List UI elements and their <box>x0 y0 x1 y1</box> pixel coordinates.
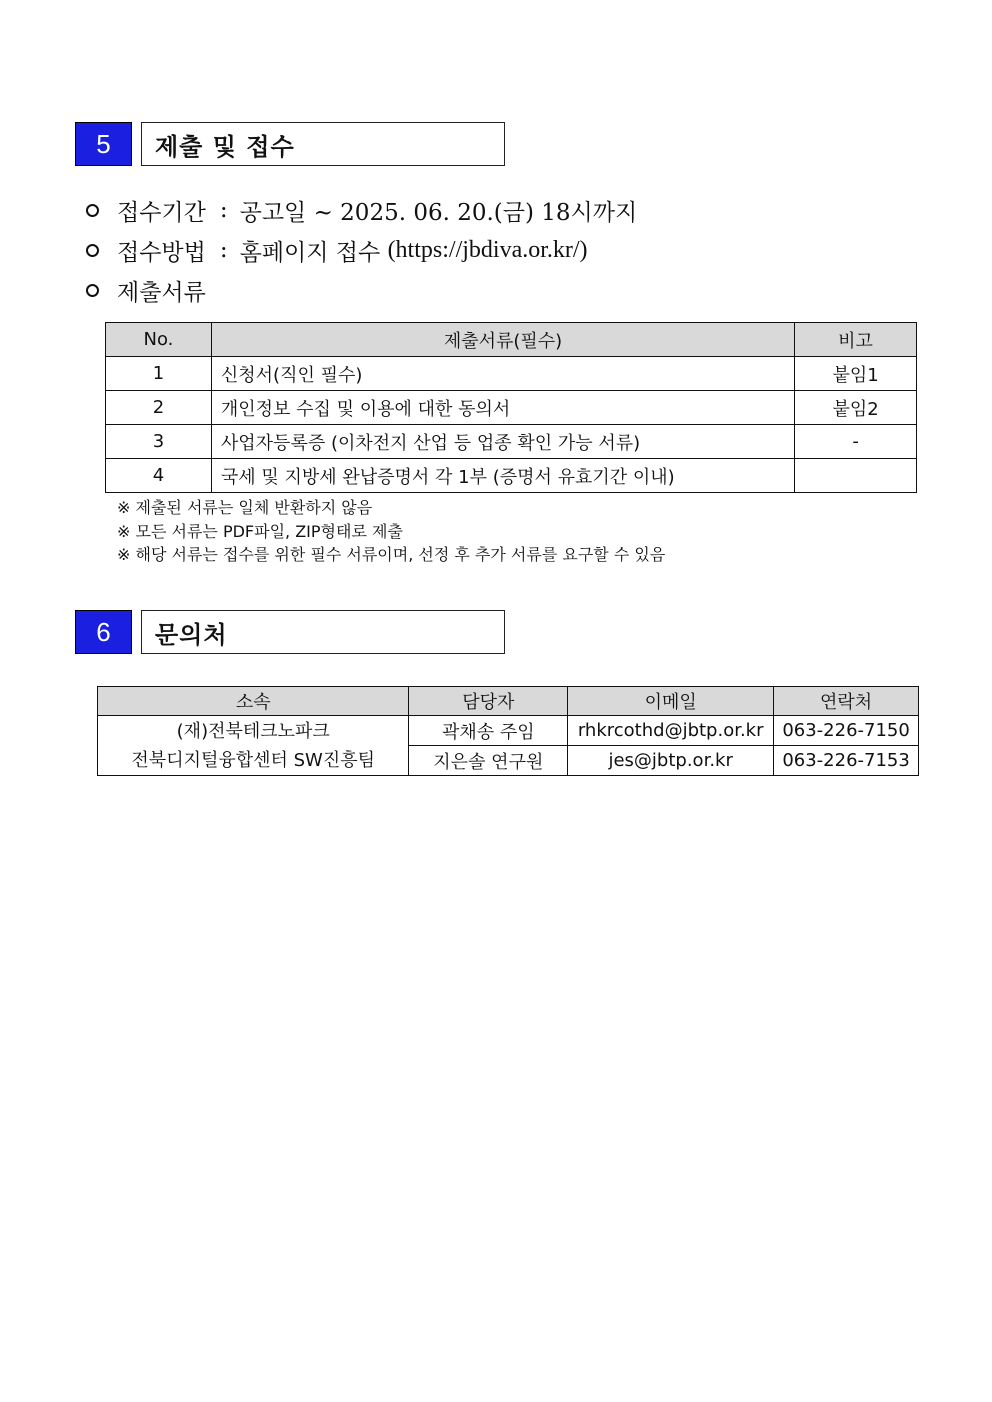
table-row <box>106 459 917 493</box>
note-line: ※ 제출된 서류는 일체 반환하지 않음 <box>117 498 373 517</box>
section-5-header <box>75 122 505 166</box>
cell-note <box>795 459 917 493</box>
table-header-row <box>106 323 917 357</box>
org-team: 전북디지털융합센터 SW진흥팀 <box>131 749 376 771</box>
note-line: ※ 해당 서류는 접수를 위한 필수 서류이며, 선정 후 추가 서류를 요구할 수 있음 <box>117 545 666 564</box>
cell-doc: 사업자등록증 (이차전지 산업 등 업종 확인 가능 서류) <box>211 425 794 459</box>
header-person: 담당자 <box>409 687 568 716</box>
cell-phone: 063-226-7150 <box>774 716 919 746</box>
header-email: 이메일 <box>568 687 774 716</box>
table-row <box>98 716 919 746</box>
header-doc: 제출서류(필수) <box>211 323 794 357</box>
list-item <box>84 190 637 230</box>
required-documents-table <box>105 322 917 493</box>
list-item <box>84 230 637 270</box>
item-label: 접수방법 <box>117 239 206 266</box>
cell-email[interactable]: rhkrcothd@jbtp.or.kr <box>568 716 774 746</box>
cell-doc: 개인정보 수집 및 이용에 대한 동의서 <box>211 391 794 425</box>
section-number: 6 <box>75 610 132 654</box>
table-header-row <box>98 687 919 716</box>
contact-table <box>97 686 919 776</box>
submission-info-list <box>84 190 637 310</box>
circle-bullet-icon <box>86 204 99 217</box>
item-value: 홈페이지 접수 <box>239 239 388 266</box>
circle-bullet-icon <box>86 244 99 257</box>
cell-email[interactable]: jes@jbtp.or.kr <box>568 746 774 776</box>
section-title: 제출 및 접수 <box>141 122 505 166</box>
cell-person: 지은솔 연구원 <box>409 746 568 776</box>
colon: : <box>219 197 228 223</box>
list-item <box>84 270 637 310</box>
section-title: 문의처 <box>141 610 505 654</box>
cell-note: - <box>795 425 917 459</box>
cell-doc: 국세 및 지방세 완납증명서 각 1부 (증명서 유효기간 이내) <box>211 459 794 493</box>
note-line: ※ 모든 서류는 PDF파일, ZIP형태로 제출 <box>117 521 403 541</box>
cell-org <box>98 716 409 776</box>
cell-no: 1 <box>106 357 212 391</box>
item-label: 제출서류 <box>117 279 206 306</box>
section-6-header <box>75 610 505 654</box>
cell-doc: 신청서(직인 필수) <box>211 357 794 391</box>
org-name: (재)전북테크노파크 <box>176 720 330 742</box>
header-no: No. <box>106 323 212 357</box>
table-row <box>106 425 917 459</box>
homepage-link[interactable]: (https://jbdiva.or.kr/) <box>387 236 588 263</box>
section-number: 5 <box>75 122 132 166</box>
colon: : <box>219 237 228 263</box>
cell-note: 붙임2 <box>795 391 917 425</box>
cell-note: 붙임1 <box>795 357 917 391</box>
cell-no: 3 <box>106 425 212 459</box>
circle-bullet-icon <box>86 284 99 297</box>
item-label: 접수기간 <box>117 199 206 226</box>
header-phone: 연락처 <box>774 687 919 716</box>
table-row <box>106 357 917 391</box>
item-value: 공고일 ~ 2025. 06. 20.(금) 18시까지 <box>239 199 638 226</box>
notes <box>117 496 665 567</box>
header-org: 소속 <box>98 687 409 716</box>
cell-no: 4 <box>106 459 212 493</box>
cell-no: 2 <box>106 391 212 425</box>
header-note: 비고 <box>795 323 917 357</box>
cell-phone: 063-226-7153 <box>774 746 919 776</box>
cell-person: 곽채송 주임 <box>409 716 568 746</box>
table-row <box>106 391 917 425</box>
